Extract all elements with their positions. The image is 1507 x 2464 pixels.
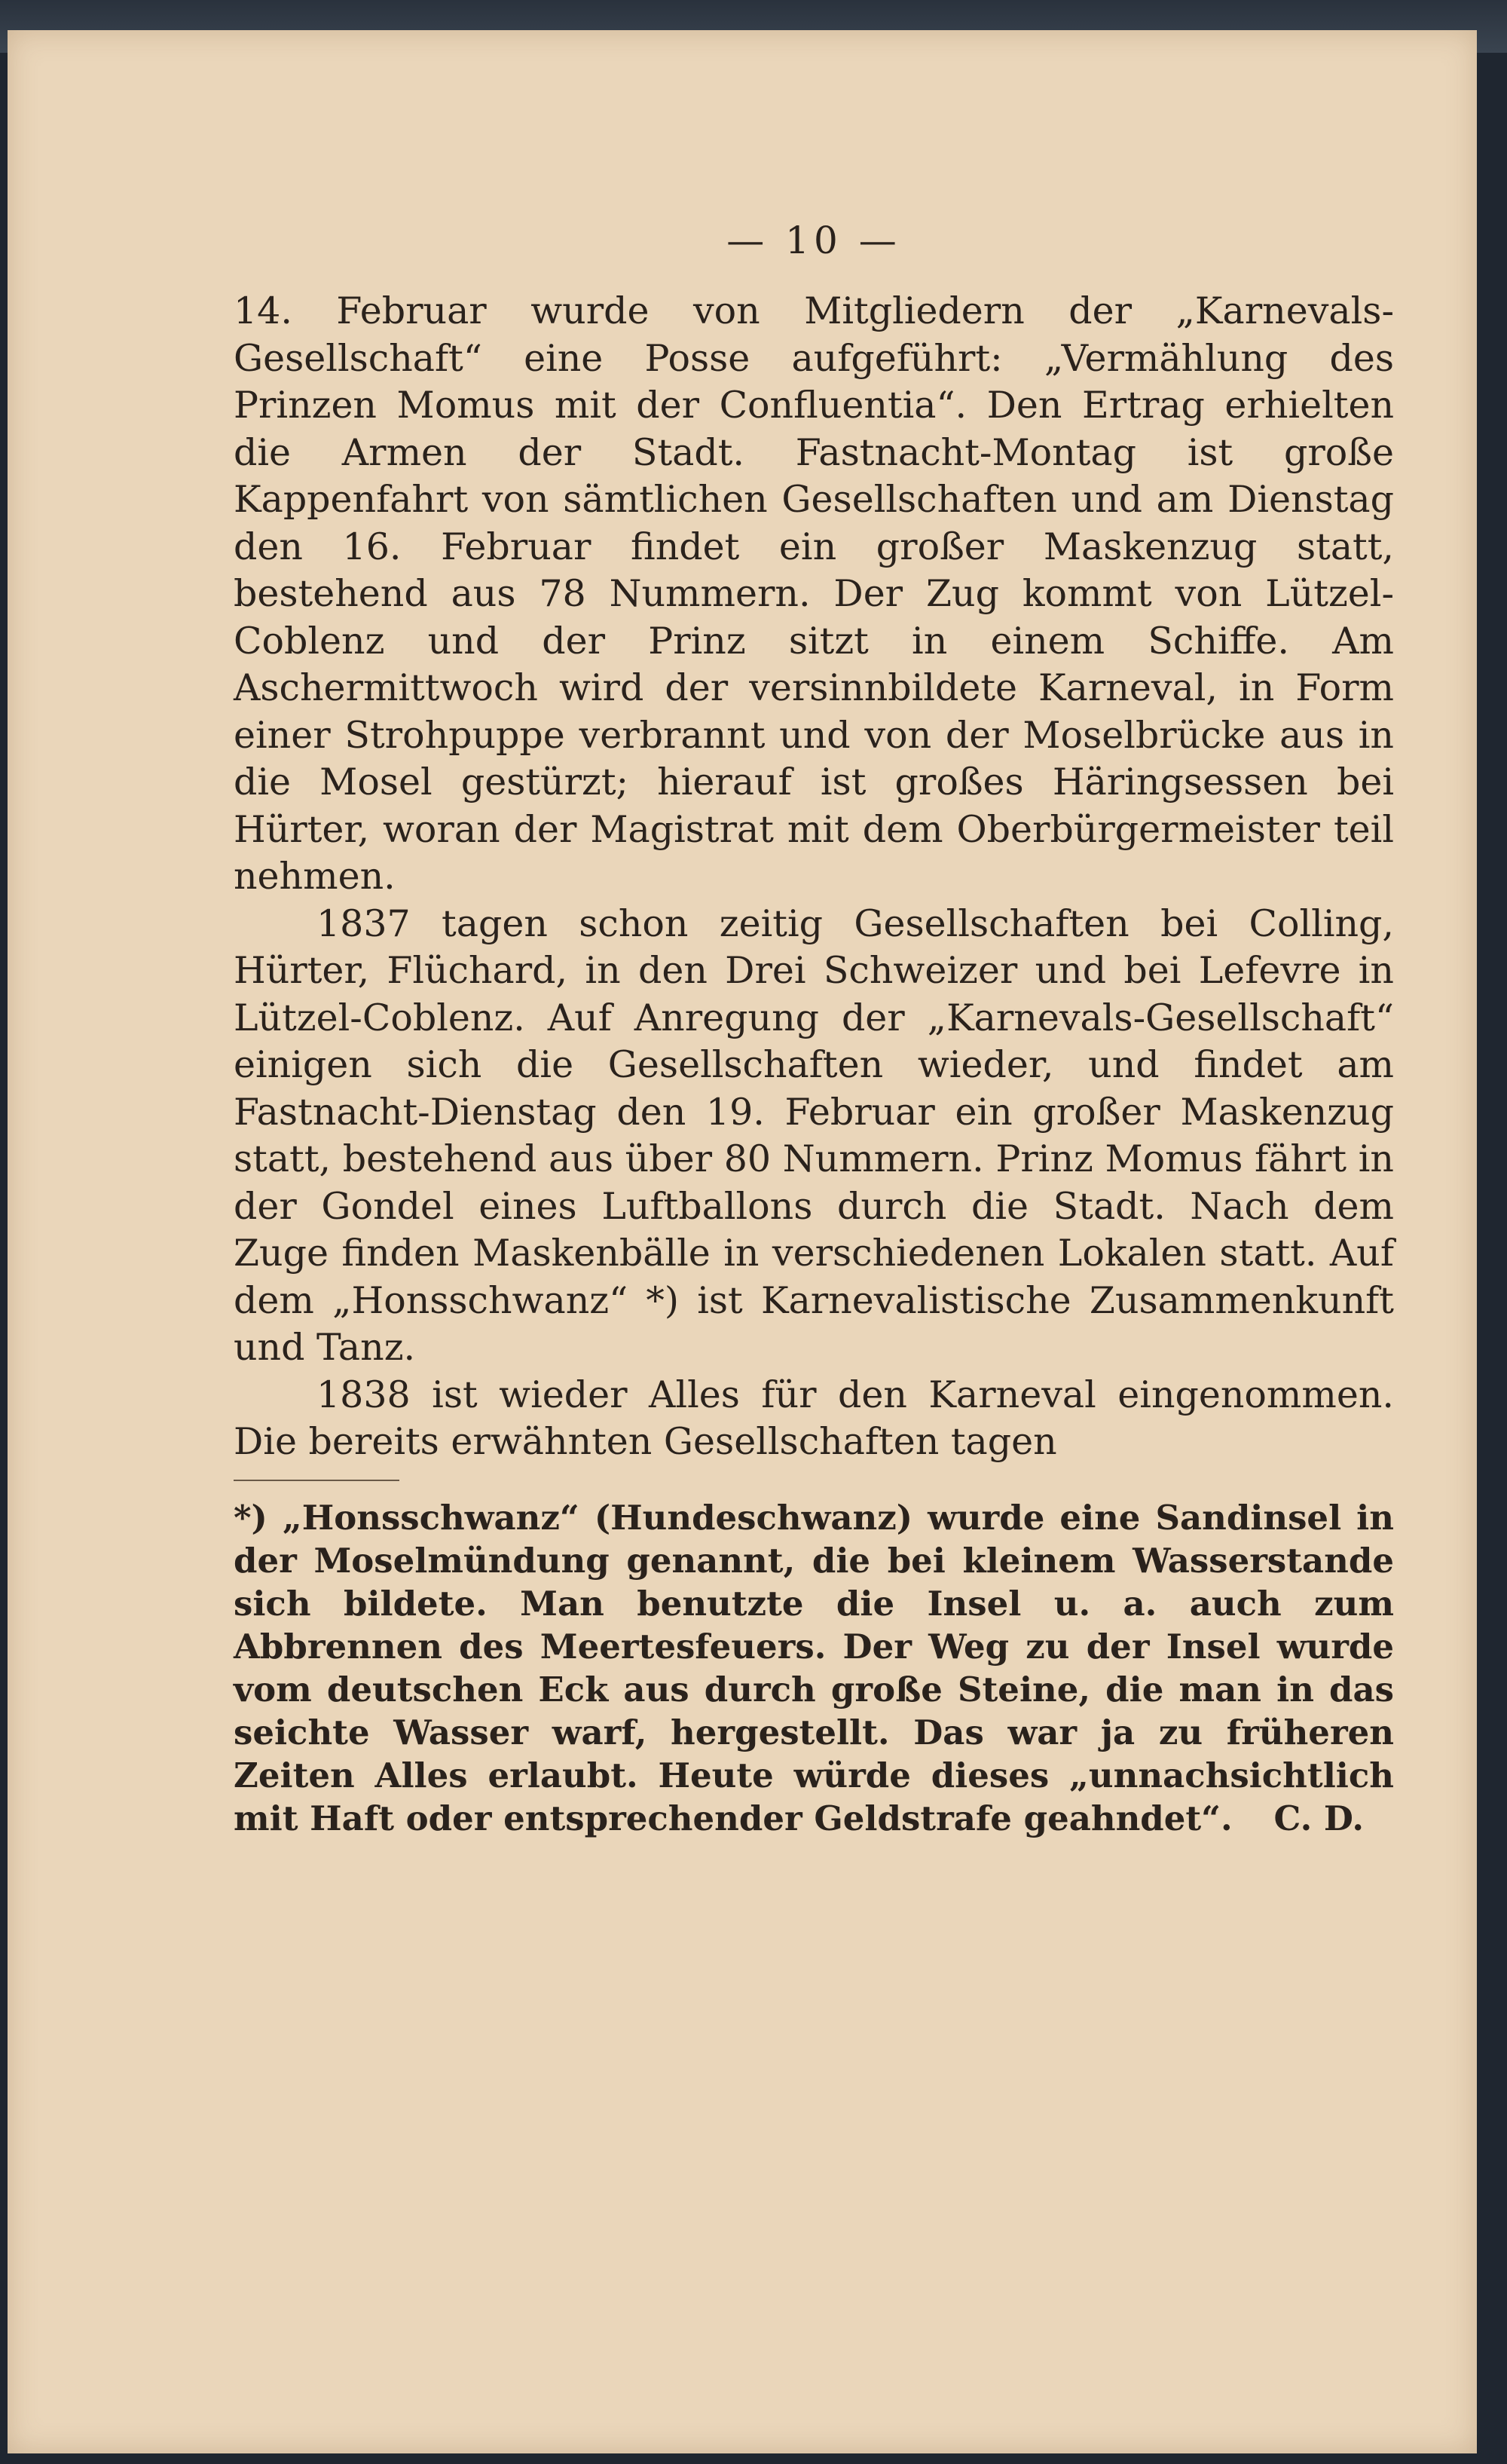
paragraph-1: 14. Februar wurde von Mitgliedern der „Karnevals-Gesellschaft“ eine Posse aufgeführt: „Vermählung des Prinzen Momus mit der Confluentia“. Den Ertrag erhielten die Armen der Stadt. Fastnacht-Montag ist große Kappenfahrt von sämtlichen Gesellschaften und am Dienstag den 16. Februar findet ein großer Maskenzug statt, bestehend aus 78 Nummern. Der Zug kommt von Lützel-Coblenz und der Prinz sitzt in einem Schiffe. Am Aschermittwoch wird der versinnbildete Karneval, in Form einer Strohpuppe verbrannt und von der Moselbrücke aus in die Mosel gestürzt; hierauf ist großes Häringsessen bei Hürter, woran der Magistrat mit dem Oberbürgermeister teil nehmen.: [234, 289, 1394, 898]
body-text: [234, 288, 1394, 1466]
footnote-initials: C. D.: [1273, 1798, 1364, 1838]
footnote-text: *) „Honsschwanz“ (Hundeschwanz) wurde eine Sandinsel in der Moselmündung genannt, die bei kleinem Wasserstande sich bildete. Man benutzte die Insel u. a. auch zum Abbrennen des Meertesfeuers. Der Weg zu der Insel wurde vom deutschen Eck aus durch große Steine, die man in das seichte Wasser warf, hergestellt. Das war ja zu früheren Zeiten Alles erlaubt. Heute würde dieses „unnachsichtlich mit Haft oder entsprechender Geldstrafe geahndet“.: [234, 1497, 1394, 1838]
page-number: — 10 —: [726, 219, 901, 262]
paragraph-2: 1837 tagen schon zeitig Gesellschaften bei Colling, Hürter, Flüchard, in den Drei Schweizer und bei Lefevre in Lützel-Coblenz. Auf Anregung der „Karnevals-Gesellschaft“ einigen sich die Gesellschaften wieder, und findet am Fastnacht-Dienstag den 19. Februar ein großer Maskenzug statt, bestehend aus über 80 Nummern. Prinz Momus fährt in der Gondel eines Luftballons durch die Stadt. Nach dem Zuge finden Maskenbälle in verschiedenen Lokalen statt. Auf dem „Honsschwanz“ *) ist Karnevalistische Zusammenkunft und Tanz.: [234, 901, 1394, 1369]
footnote-divider: [234, 1480, 399, 1481]
page-text-block: [234, 219, 1394, 1840]
footnote: [234, 1496, 1394, 1840]
book-page: [8, 30, 1477, 2453]
paragraph-3: 1838 ist wieder Alles für den Karneval eingenommen. Die bereits erwähnten Gesellschaften tagen: [234, 1373, 1394, 1463]
